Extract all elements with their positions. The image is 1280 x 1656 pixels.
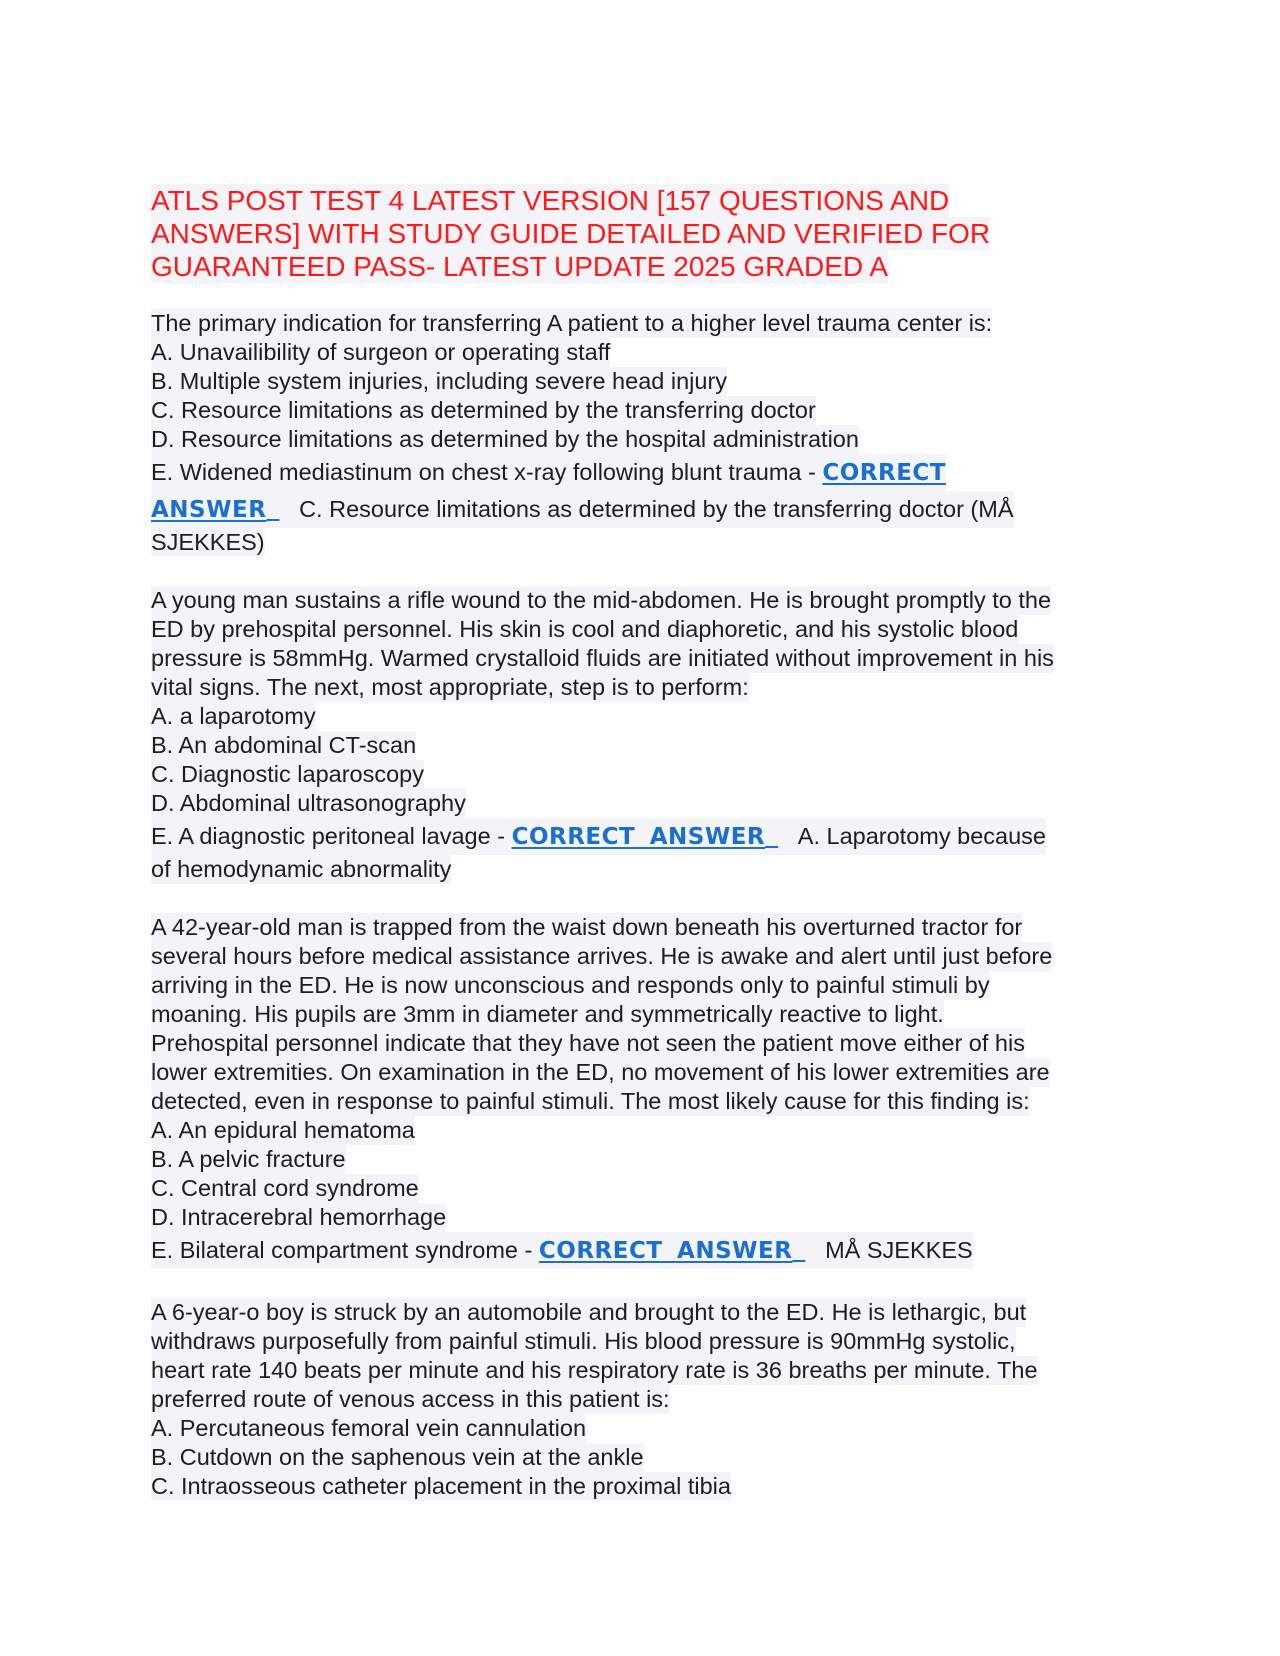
correct-answer-text: C. Resource limitations as determined by the transferring doctor (MÅ xyxy=(299,496,1014,522)
answer-option: B. A pelvic fracture xyxy=(151,1146,346,1172)
question-stem: pressure is 58mmHg. Warmed crystalloid fluids are initiated without improvement in his xyxy=(151,645,1054,671)
question-stem: A young man sustains a rifle wound to the mid-abdomen. He is brought promptly to the xyxy=(151,587,1052,613)
question-stem: A 42-year-old man is trapped from the waist down beneath his overturned tractor for xyxy=(151,914,1023,940)
answer-option: C. Central cord syndrome xyxy=(151,1175,419,1201)
question-1 xyxy=(151,309,1121,557)
answer-option-last xyxy=(151,1232,973,1269)
question-stem: Prehospital personnel indicate that they have not seen the patient move either of his xyxy=(151,1030,1025,1056)
answer-option: A. Percutaneous femoral vein cannulation xyxy=(151,1415,587,1441)
answer-option: B. Multiple system injuries, including severe head injury xyxy=(151,368,728,394)
answer-option: C. Intraosseous catheter placement in the proximal tibia xyxy=(151,1473,731,1499)
answer-option: A. a laparotomy xyxy=(151,703,316,729)
answer-line xyxy=(151,491,1014,528)
question-stem: vital signs. The next, most appropriate, step is to perform: xyxy=(151,674,749,700)
answer-option: B. Cutdown on the saphenous vein at the ankle xyxy=(151,1444,644,1470)
document-title xyxy=(151,184,1121,283)
answer-option: C. Diagnostic laparoscopy xyxy=(151,761,424,787)
answer-option: D. Abdominal ultrasonography xyxy=(151,790,466,816)
correct-answer-text: A. Laparotomy because xyxy=(797,823,1046,849)
question-2 xyxy=(151,586,1121,884)
title-line: GUARANTEED PASS- LATEST UPDATE 2025 GRADED A xyxy=(151,251,889,282)
question-stem: preferred route of venous access in this patient is: xyxy=(151,1386,670,1412)
answer-option: B. An abdominal CT-scan xyxy=(151,732,417,758)
question-stem: ED by prehospital personnel. His skin is cool and diaphoretic, and his systolic blood xyxy=(151,616,1019,642)
correct-answer-label: CORRECT ANSWER xyxy=(511,824,766,850)
correct-answer-label: CORRECT xyxy=(822,460,946,486)
correct-answer-text: MÅ SJEKKES xyxy=(825,1237,973,1263)
title-line: ANSWERS] WITH STUDY GUIDE DETAILED AND VERIFIED FOR xyxy=(151,218,991,249)
question-4 xyxy=(151,1298,1121,1501)
question-3 xyxy=(151,913,1121,1269)
answer-option: A. Unavailibility of surgeon or operating staff xyxy=(151,339,611,365)
answer-continuation: SJEKKES) xyxy=(151,529,265,555)
question-stem: detected, even in response to painful stimuli. The most likely cause for this finding is: xyxy=(151,1088,1030,1114)
title-line: ATLS POST TEST 4 LATEST VERSION [157 QUESTIONS AND xyxy=(151,185,950,216)
document-content xyxy=(151,184,1121,1530)
question-stem: several hours before medical assistance arrives. He is awake and alert until just before xyxy=(151,943,1053,969)
question-stem: A 6-year-o boy is struck by an automobile and brought to the ED. He is lethargic, but xyxy=(151,1299,1027,1325)
question-stem: lower extremities. On examination in the ED, no movement of his lower extremities are xyxy=(151,1059,1050,1085)
answer-option: D. Intracerebral hemorrhage xyxy=(151,1204,447,1230)
correct-answer-label: CORRECT ANSWER xyxy=(538,1238,793,1264)
answer-option: D. Resource limitations as determined by the hospital administration xyxy=(151,426,859,452)
answer-option-last xyxy=(151,818,1046,855)
question-stem: moaning. His pupils are 3mm in diameter and symmetrically reactive to light. xyxy=(151,1001,944,1027)
correct-answer-label: ANSWER xyxy=(151,497,267,523)
option-text: E. A diagnostic peritoneal lavage - xyxy=(151,823,512,849)
question-stem: withdraws purposefully from painful stimuli. His blood pressure is 90mmHg systolic, xyxy=(151,1328,1016,1354)
answer-option: A. An epidural hematoma xyxy=(151,1117,415,1143)
option-text: E. Bilateral compartment syndrome - xyxy=(151,1237,539,1263)
question-stem: The primary indication for transferring A patient to a higher level trauma center is: xyxy=(151,310,993,336)
question-stem: arriving in the ED. He is now unconscious and responds only to painful stimuli by xyxy=(151,972,990,998)
answer-continuation: of hemodynamic abnormality xyxy=(151,856,452,882)
option-text: E. Widened mediastinum on chest x-ray following blunt trauma - xyxy=(151,459,823,485)
answer-option-last xyxy=(151,454,946,491)
answer-option: C. Resource limitations as determined by the transferring doctor xyxy=(151,397,816,423)
question-stem: heart rate 140 beats per minute and his respiratory rate is 36 breaths per minute. The xyxy=(151,1357,1038,1383)
